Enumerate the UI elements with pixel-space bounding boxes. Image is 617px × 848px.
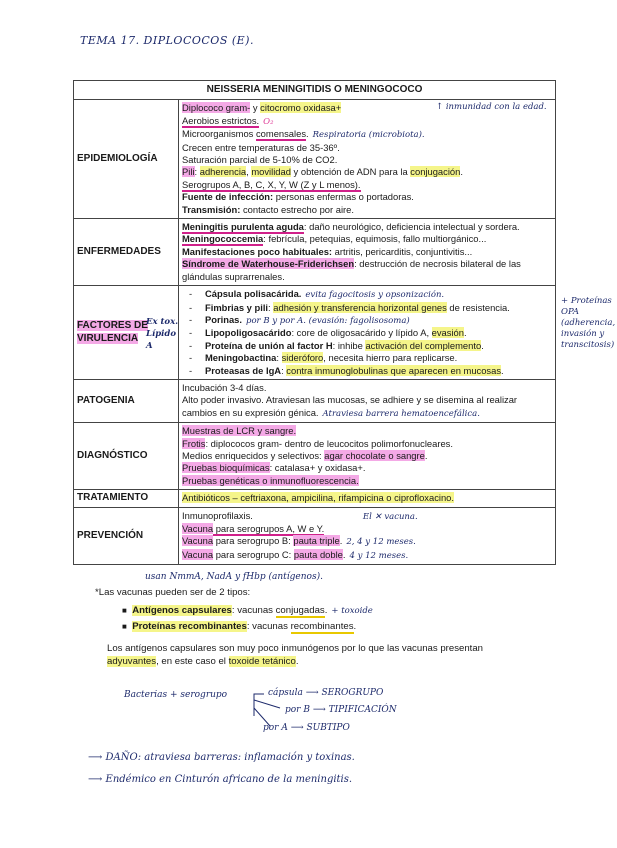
text: recombinantes	[290, 621, 354, 632]
text: :	[276, 352, 282, 364]
row-prevencion	[74, 507, 556, 565]
text: ,	[246, 166, 252, 178]
text: contacto estrecho por aire.	[240, 203, 354, 215]
text: adyuvantes	[107, 656, 157, 667]
text: Antibióticos – ceftriaxona, ampicilina, rifampicina o ciprofloxacino.	[182, 492, 455, 504]
text: de resistencia.	[446, 301, 510, 313]
text: Incubación 3-4 días.	[182, 381, 267, 393]
text: agar chocolate o sangre	[324, 449, 425, 461]
diagram-row-2: por B ⟶ TIPIFICACIÓN	[285, 705, 397, 715]
text: .	[460, 166, 463, 178]
row-factores	[74, 286, 556, 380]
text: cápsula	[268, 688, 303, 698]
hand-note: ↑ inmunidad con la edad.	[436, 102, 547, 113]
footer-note-1: ⟶ DAÑO: atraviesa barreras: inflamación y toxinas.	[88, 752, 355, 763]
text: : inhibe	[332, 339, 366, 351]
text: Microorganismos	[182, 128, 256, 140]
row-epidemiologia	[74, 100, 556, 219]
footer-note-2: ⟶ Endémico en Cinturón africano de la meningitis.	[88, 774, 353, 785]
content-tratamiento	[179, 490, 556, 507]
label-enfermedades: ENFERMEDADES	[74, 219, 179, 286]
text: personas enfermas o portadoras.	[273, 191, 414, 203]
text: Cápsula polisacárida.	[205, 288, 302, 300]
adjuvant-paragraph	[107, 642, 483, 668]
text: y obtención de ADN para la	[290, 166, 411, 178]
label-patogenia: PATOGENIA	[74, 379, 179, 422]
text: Medios enriquecidos y selectivos:	[182, 449, 325, 461]
hand-note: + toxoide	[331, 606, 373, 616]
label-factores	[74, 286, 179, 380]
text: Proteínas recombinantes	[132, 621, 247, 632]
text: Fuente de infección:	[182, 191, 274, 203]
text: Vacuna	[182, 535, 214, 547]
hand-note: Atraviesa barrera hematoencefálica.	[322, 408, 480, 419]
text: Porinas.	[205, 313, 242, 325]
text: sideróforo	[281, 352, 324, 364]
text: Lipopoligosacárido	[205, 327, 292, 339]
serogrupos-text: Serogrupos A, B, C, X, Y, W (Z y L menos).	[182, 178, 361, 190]
hand-note: Respiratoria (microbiota).	[312, 130, 425, 141]
text: Proteasas de IgA	[205, 364, 282, 376]
text: , en este caso el	[156, 656, 229, 667]
text: conjugadas	[275, 605, 325, 616]
text: Pruebas genéticas o inmunofluorescencia.	[182, 474, 359, 486]
text: Fimbrias y pili	[205, 301, 269, 313]
text: conjugación	[410, 166, 461, 178]
text: , necesita hierro para replicarse.	[323, 352, 458, 364]
text: por B	[285, 705, 310, 715]
text: Meningitis purulenta aguda	[182, 221, 304, 233]
o2-note: O₂	[263, 116, 274, 127]
vacunas-bullet-2: ■ Proteínas recombinantes: vacunas recombinantes.	[122, 621, 357, 632]
text: .	[424, 449, 428, 461]
oxidasa-text: citocromo oxidasa+	[260, 102, 342, 114]
text: : vacunas	[231, 605, 276, 616]
text: Manifestaciones poco habituales:	[182, 245, 333, 257]
text: adhesión y transferencia horizontal genes	[273, 301, 447, 313]
text: Inmunoprofilaxis.	[182, 509, 253, 521]
vacunas-bullet-1: ■ Antígenos capsulares: vacunas conjugadas. + toxoide	[122, 605, 373, 616]
row-tratamiento	[74, 490, 556, 507]
text: Síndrome de Waterhouse-Friderichsen	[182, 258, 355, 270]
text: SUBTIPO	[306, 723, 350, 733]
neisseria-table	[73, 80, 556, 565]
text: para serogrupos A, W e Y.	[213, 523, 325, 534]
hand-note: evita fagocitosis y opsonización.	[305, 290, 445, 301]
text: por A	[263, 723, 288, 733]
text: Meningobactina	[205, 352, 277, 364]
text: Antígenos capsulares	[132, 605, 232, 616]
text: : core de oligosacárido y lípido A,	[291, 327, 432, 339]
label-diagnostico: DIAGNÓSTICO	[74, 423, 179, 490]
text: Crecen entre temperaturas de 35-36º.	[182, 141, 340, 153]
text: Saturación parcial de 5-10% de CO2.	[182, 154, 338, 166]
text: pauta triple	[293, 535, 340, 547]
text: .	[501, 364, 504, 376]
aerobios-text: Aerobios estrictos.	[182, 114, 260, 126]
label-prevencion: PREVENCIÓN	[74, 507, 179, 565]
text: Proteína de unión al factor H	[205, 339, 333, 351]
text: pauta doble	[293, 548, 343, 560]
text: DAÑO: atraviesa barreras: inflamación y toxinas.	[105, 752, 355, 763]
text: : destrucción de necrosis bilateral de las glándulas suprarrenales.	[182, 258, 521, 282]
text: : febrícula, petequias, equimosis, fallo multiorgánico...	[263, 233, 487, 245]
text: .	[306, 128, 309, 140]
text: artritis, pericarditis, conjuntivitis...	[332, 245, 473, 257]
text: cambios en su expresión génica.	[182, 406, 319, 418]
text: para serogrupo B:	[213, 535, 294, 547]
text: adherencia	[199, 166, 247, 178]
text: .	[353, 621, 357, 632]
text: Los antígenos capsulares son muy poco inmunógenos por lo que las vacunas presentan	[107, 643, 483, 654]
factores-label-text: FACTORES DE VIRULENCIA	[77, 320, 148, 344]
text: .	[295, 656, 299, 667]
text: .	[342, 548, 346, 560]
text: TIPIFICACIÓN	[328, 705, 397, 715]
text: Frotis	[182, 437, 206, 449]
text: Endémico en Cinturón africano de la meningitis.	[105, 774, 353, 785]
text: Pruebas bioquímicas	[182, 462, 270, 474]
text: : diplococos gram- dentro de leucocitos polimorfonucleares.	[205, 437, 453, 449]
text: Alto poder invasivo. Atraviesan las mucosas, se adhiere y se disemina al realizar	[182, 394, 518, 406]
text: : daño neurológico, deficiencia intelectual y sordera.	[303, 221, 520, 233]
text: :	[268, 301, 274, 313]
text: : vacunas	[246, 621, 291, 632]
label-tratamiento: TRATAMIENTO	[74, 490, 179, 507]
content-diagnostico	[179, 423, 556, 490]
content-patogenia	[179, 379, 556, 422]
text: para serogrupo C:	[213, 548, 294, 560]
text: :	[281, 364, 287, 376]
text: movilidad	[251, 166, 291, 178]
text: Meningococcemia	[182, 233, 264, 245]
right-margin-note: + Proteínas OPA (adherencia, invasión y transcitosis)	[561, 296, 616, 350]
page-title: TEMA 17. DIPLOCOCOS (E).	[80, 34, 254, 47]
text: .	[339, 535, 343, 547]
text: .	[324, 605, 328, 616]
text: .	[463, 327, 467, 339]
diagram-left: Bacterias + serogrupo	[124, 690, 228, 700]
diagram-row-1: cápsula ⟶ SEROGRUPO	[268, 688, 384, 698]
comensales-text: comensales	[255, 128, 307, 140]
hand-note: 2, 4 y 12 meses.	[346, 537, 416, 548]
text: : catalasa+ y oxidasa+.	[269, 462, 366, 474]
text: activación del complemento	[365, 339, 482, 351]
text: Vacuna	[182, 548, 214, 560]
content-epidemiologia	[179, 100, 556, 219]
text: .	[481, 339, 484, 351]
hand-note: Ex tox. Lípido A	[146, 317, 179, 352]
hand-note: 4 y 12 meses.	[349, 550, 409, 561]
text: Muestras de LCR y sangre.	[182, 425, 297, 437]
hand-note-antigens: usan NmmA, NadA y fHbp (antígenos).	[145, 572, 323, 582]
pili-text: Pili	[182, 166, 195, 178]
hand-note: El ✕ vacuna.	[362, 511, 418, 522]
row-patogenia	[74, 379, 556, 422]
text: SEROGRUPO	[321, 688, 384, 698]
row-enfermedades	[74, 219, 556, 286]
table-header: NEISSERIA MENINGITIDIS O MENINGOCOCO	[74, 81, 556, 100]
text: toxoide tetánico	[228, 656, 296, 667]
content-enfermedades	[179, 219, 556, 286]
content-prevencion	[179, 507, 556, 565]
text: :	[194, 166, 200, 178]
diagram-row-3: por A ⟶ SUBTIPO	[263, 723, 350, 733]
row-diagnostico	[74, 423, 556, 490]
text: Vacuna	[182, 523, 214, 534]
text: contra inmunoglobulinas que aparecen en mucosas	[286, 364, 502, 376]
diplococo-text: Diplococo gram-	[182, 102, 251, 114]
vacunas-intro: *Las vacunas pueden ser de 2 tipos:	[95, 587, 251, 598]
label-epidemiologia: EPIDEMIOLOGÍA	[74, 100, 179, 219]
content-factores: - Cápsula polisacárida. evita fagocitosis y opsonización. - Fimbrias y pili: adhesión y transferencia horizontal genes de resistencia. - Porinas. por B y por A. (evasión: fagolisosoma) - Lipopoligosacárido: core de oligosacárido y lípido A, evasión. - Proteína de unión al factor H: inhibe activación del complemento. - Meningobactina: sideróforo, necesita hierro para replicarse. - Proteasas de IgA: contra inmunoglobulinas que aparecen en mucosas.	[179, 286, 556, 380]
text: Transmisión:	[182, 203, 241, 215]
text: y	[250, 102, 261, 114]
hand-note: por B y por A. (evasión: fagolisosoma)	[246, 315, 410, 326]
text: evasión	[431, 327, 464, 339]
